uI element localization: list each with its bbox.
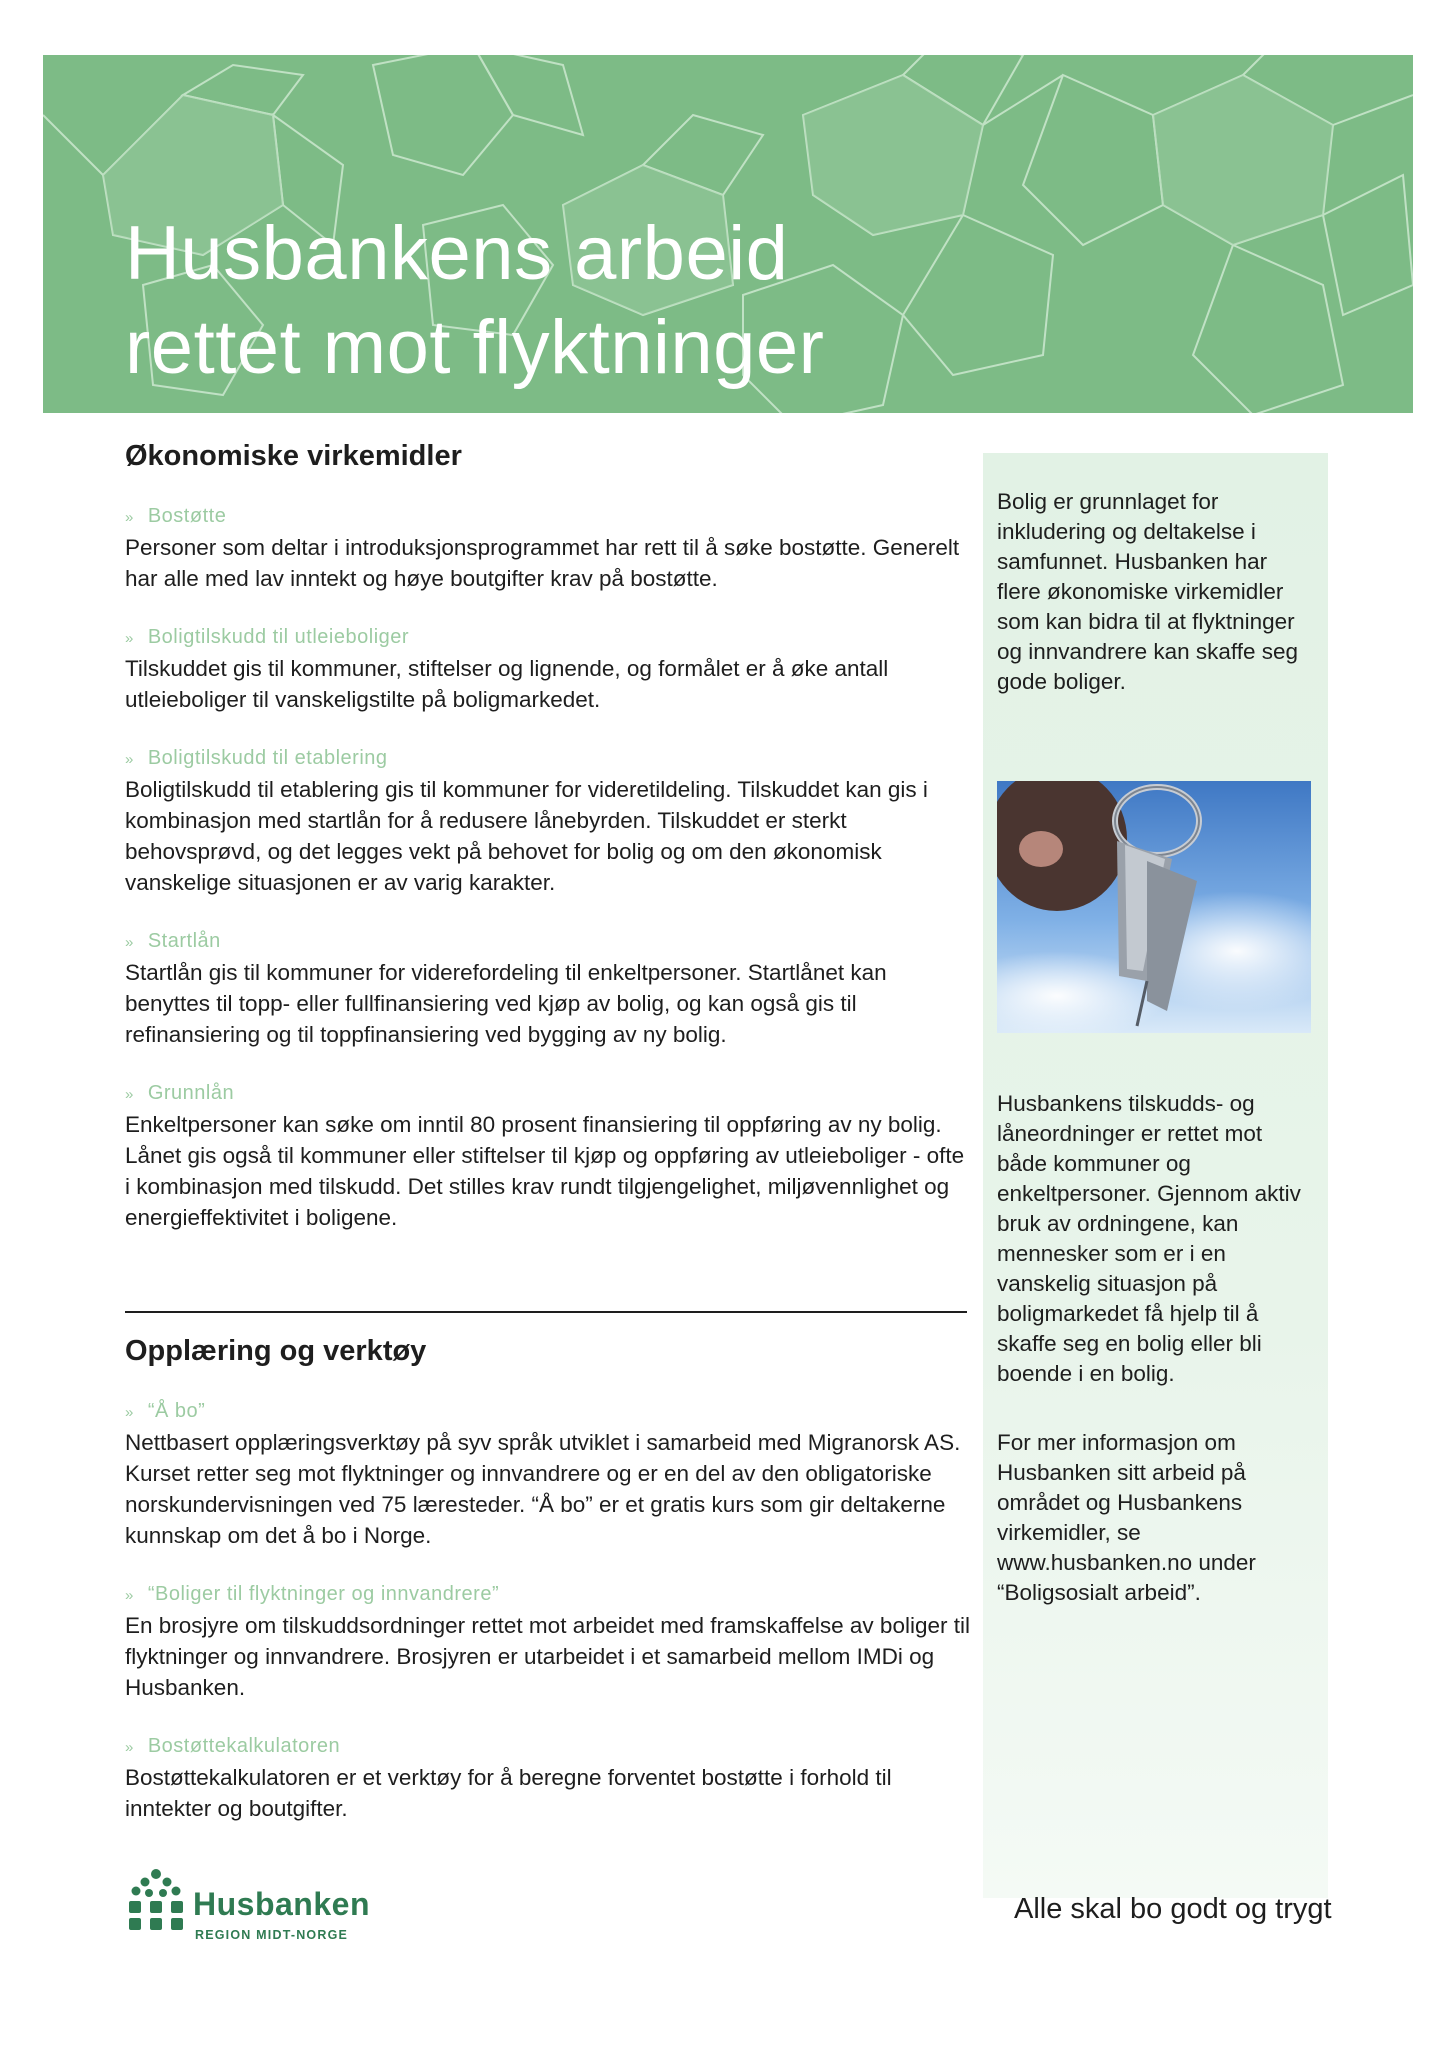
item-title: Startlån <box>147 930 221 952</box>
sidebar-panel <box>983 453 1328 1898</box>
chevron-right-icon: » <box>125 630 134 647</box>
title-line-2: rettet mot flyktninger <box>125 305 825 390</box>
item-title: Bostøttekalkulatoren <box>147 1735 341 1757</box>
item-title: Bostøtte <box>147 505 227 527</box>
chevron-right-icon: » <box>125 1739 134 1756</box>
section-economic-instruments <box>125 440 970 1233</box>
husbanken-logo <box>125 1868 370 1942</box>
item-description: En brosjyre om tilskuddsordninger rettet mot arbeidet med framskaffelse av boliger til flyktninger og innvandrere. Brosjyren er utarbeidet i et samarbeid mellom IMDi og Husbanken. <box>125 1613 970 1700</box>
title-line-1: Husbankens arbeid <box>125 211 789 296</box>
item-description: Personer som deltar i introduksjonsprogrammet har rett til å søke bostøtte. Generelt har alle med lav inntekt og høye boutgifter krav på bostøtte. <box>125 535 960 591</box>
keys-icon <box>997 781 1311 1033</box>
item-description: Enkeltpersoner kan søke om inntil 80 prosent finansiering til oppføring av ny bolig. Lånet gis også til kommuner eller stiftelser til kjøp og oppføring av utleieboliger - ofte i kombinasjon med tilskudd. Det stilles krav rundt tilgjengelighet, miljøvennlighet og energieffektivitet i boligene. <box>125 1112 965 1230</box>
list-item-bostotte <box>125 505 970 594</box>
logo-name: Husbanken <box>193 1886 370 1922</box>
list-item-boligtilskudd-etablering <box>125 747 970 898</box>
item-title: “Å bo” <box>147 1400 206 1422</box>
logo-region: REGION MIDT-NORGE <box>195 1928 349 1942</box>
husbanken-emblem-icon <box>125 1868 187 1934</box>
list-item-bostottekalkulatoren <box>125 1735 970 1824</box>
item-description: Nettbasert opplæringsverktøy på syv språk utviklet i samarbeid med Migranorsk AS. Kurset retter seg mot flyktninger og innvandrere og er en del av den obligatoriske norskundervisningen ved 75 læresteder. “Å bo” er et gratis kurs som gir deltakerne kunnskap om det å bo i Norge. <box>125 1430 961 1548</box>
item-title: Boligtilskudd til etablering <box>147 747 388 769</box>
slogan: Alle skal bo godt og trygt <box>1014 1893 1332 1925</box>
list-item-grunnlan <box>125 1082 970 1233</box>
section-heading: Økonomiske virkemidler <box>125 440 462 472</box>
section-heading: Opplæring og verktøy <box>125 1335 427 1367</box>
item-description: Tilskuddet gis til kommuner, stiftelser og lignende, og formålet er å øke antall utleieboliger til vanskeligstilte på boligmarkedet. <box>125 656 889 712</box>
section-divider <box>125 1311 967 1313</box>
sidebar-paragraph-1: Husbankens tilskudds- og låneordninger er rettet mot både kommuner og enkeltpersoner. Gjennom aktiv bruk av ordningene, kan mennesker som er i en vanskelig situasjon på boligmarkedet få hjelp til å skaffe seg en bolig eller bli boende i en bolig. <box>997 1091 1301 1386</box>
list-item-startlan <box>125 930 970 1050</box>
keys-photo <box>997 781 1311 1033</box>
item-description: Bostøttekalkulatoren er et verktøy for å beregne forventet bostøtte i forhold til inntekter og boutgifter. <box>125 1765 892 1821</box>
list-item-boligtilskudd-utleieboliger <box>125 626 970 715</box>
list-item-a-bo <box>125 1400 970 1551</box>
section-training-tools <box>125 1335 970 1824</box>
item-description: Startlån gis til kommuner for viderefordeling til enkeltpersoner. Startlånet kan benyttes til topp- eller fullfinansiering ved kjøp av bolig, og kan også gis til refinansiering og til toppfinansiering ved bygging av ny bolig. <box>125 960 887 1047</box>
sidebar-intro: Bolig er grunnlaget for inkludering og deltakelse i samfunnet. Husbanken har flere økonomiske virkemidler som kan bidra til at flyktninger og innvandrere kan skaffe seg gode boliger. <box>997 489 1299 694</box>
chevron-right-icon: » <box>125 1404 134 1421</box>
page-title <box>125 207 825 395</box>
chevron-right-icon: » <box>125 1086 134 1103</box>
chevron-right-icon: » <box>125 509 134 526</box>
chevron-right-icon: » <box>125 1587 134 1604</box>
header-banner <box>43 55 1413 413</box>
list-item-brosjyre <box>125 1583 970 1703</box>
sidebar-paragraph-2: For mer informasjon om Husbanken sitt arbeid på området og Husbankens virkemidler, se www.husbanken.no under “Boligsosialt arbeid”. <box>997 1430 1256 1605</box>
chevron-right-icon: » <box>125 751 134 768</box>
item-description: Boligtilskudd til etablering gis til kommuner for videretildeling. Tilskuddet kan gis i kombinasjon med startlån for å redusere lånebyrden. Tilskuddet er sterkt behovsprøvd, og det legges vekt på behovet for bolig og om den økonomisk vanskelige situasjonen er av varig karakter. <box>125 777 928 895</box>
chevron-right-icon: » <box>125 934 134 951</box>
item-title: “Boliger til flyktninger og innvandrere” <box>147 1583 500 1605</box>
item-title: Grunnlån <box>147 1082 235 1104</box>
item-title: Boligtilskudd til utleieboliger <box>147 626 410 648</box>
